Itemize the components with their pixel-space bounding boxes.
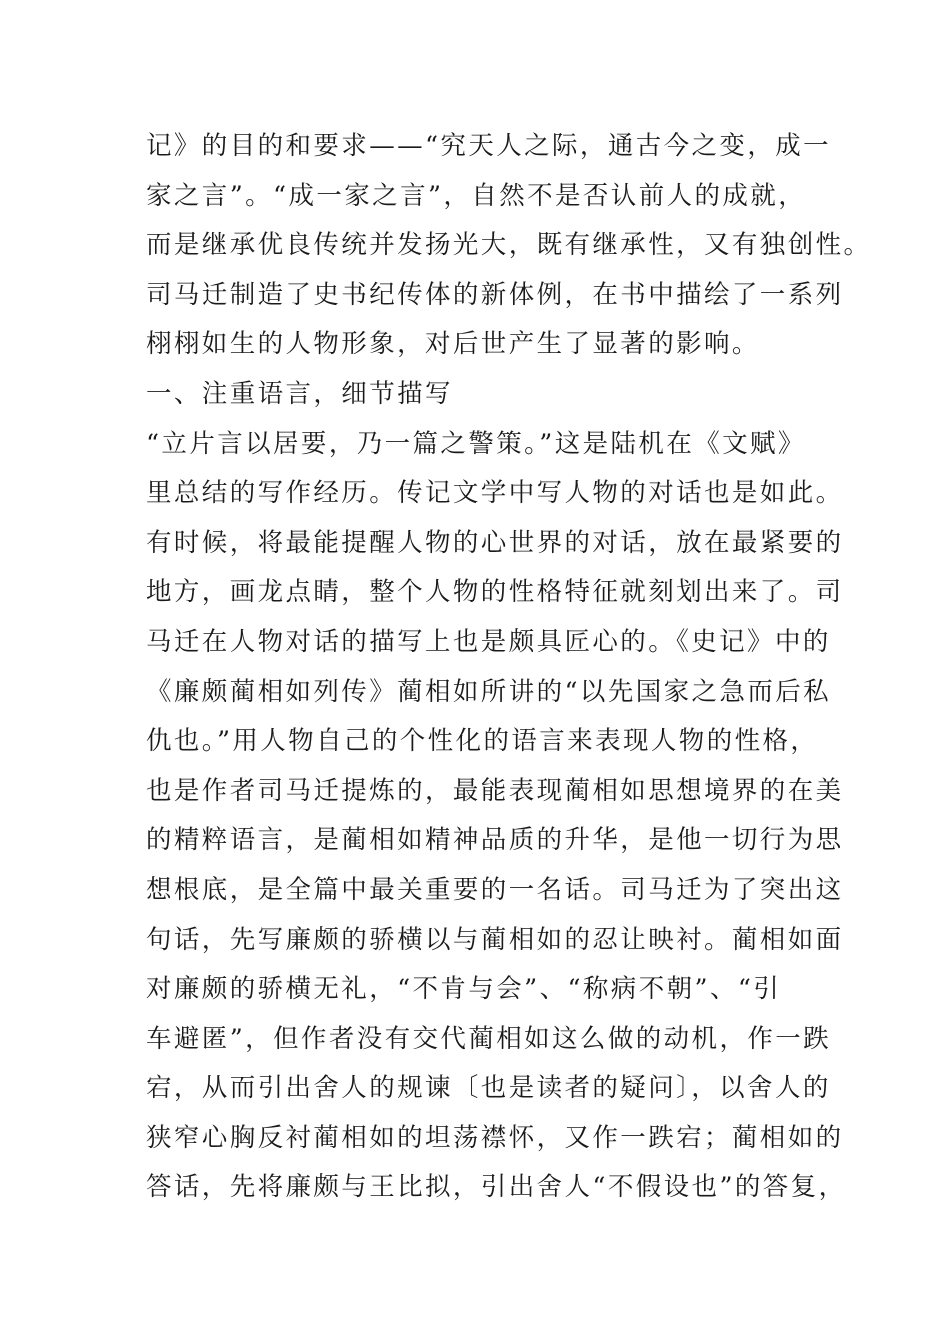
- text-line-19: 车避匿”，但作者没有交代蔺相如这么做的动机，作一跌: [146, 1023, 832, 1054]
- section-heading: 一、注重语言，细节描写: [146, 378, 453, 409]
- text-line-18: 对廉颇的骄横无礼，“不肯与会”、“称病不朝”、“引: [146, 974, 782, 1005]
- text-line-3: 而是继承优良传统并发扬光大，既有继承性，又有独创性。: [146, 230, 872, 261]
- text-line-17: 句话，先写廉颇的骄横以与蔺相如的忍让映衬。蔺相如面: [146, 924, 844, 955]
- text-line-15: 的精粹语言，是蔺相如精神品质的升华，是他一切行为思: [146, 825, 844, 856]
- text-line-8: 里总结的写作经历。传记文学中写人物的对话也是如此。: [146, 478, 844, 509]
- text-line-16: 想根底，是全篇中最关重要的一名话。司马迁为了突出这: [146, 874, 844, 905]
- text-line-10: 地方，画龙点睛，整个人物的性格特征就刻划出来了。司: [146, 577, 844, 608]
- text-line-12: 《廉颇蔺相如列传》蔺相如所讲的“以先国家之急而后私: [146, 676, 832, 707]
- text-line-21: 狭窄心胸反衬蔺相如的坦荡襟怀，又作一跌宕；蔺相如的: [146, 1122, 844, 1153]
- text-line-5: 栩栩如生的人物形象，对后世产生了显著的影响。: [146, 329, 760, 360]
- text-line-22: 答话，先将廉颇与王比拟，引出舍人“不假设也”的答复，: [146, 1172, 847, 1203]
- text-line-4: 司马迁制造了史书纪传体的新体例，在书中描绘了一系列: [146, 279, 844, 310]
- text-line-13: 仇也。”用人物自己的个性化的语言来表现人物的性格，: [146, 726, 819, 757]
- text-line-7: “立片言以居要，乃一篇之警策。”这是陆机在《文赋》: [146, 428, 806, 459]
- text-line-1: 记》的目的和要求——“究天人之际，通古今之变，成一: [146, 131, 832, 161]
- text-line-9: 有时候，将最能提醒人物的心世界的对话，放在最紧要的: [146, 527, 844, 558]
- text-line-20: 宕，从而引出舍人的规谏〔也是读者的疑问〕，以舍人的: [146, 1073, 831, 1104]
- text-line-14: 也是作者司马迁提炼的，最能表现蔺相如思想境界的在美: [146, 775, 844, 806]
- text-line-11: 马迁在人物对话的描写上也是颇具匠心的。《史记》中的: [146, 626, 831, 657]
- body-text: [146, 122, 946, 1213]
- text-line-2: 家之言”。“成一家之言”，自然不是否认前人的成就，: [146, 180, 807, 211]
